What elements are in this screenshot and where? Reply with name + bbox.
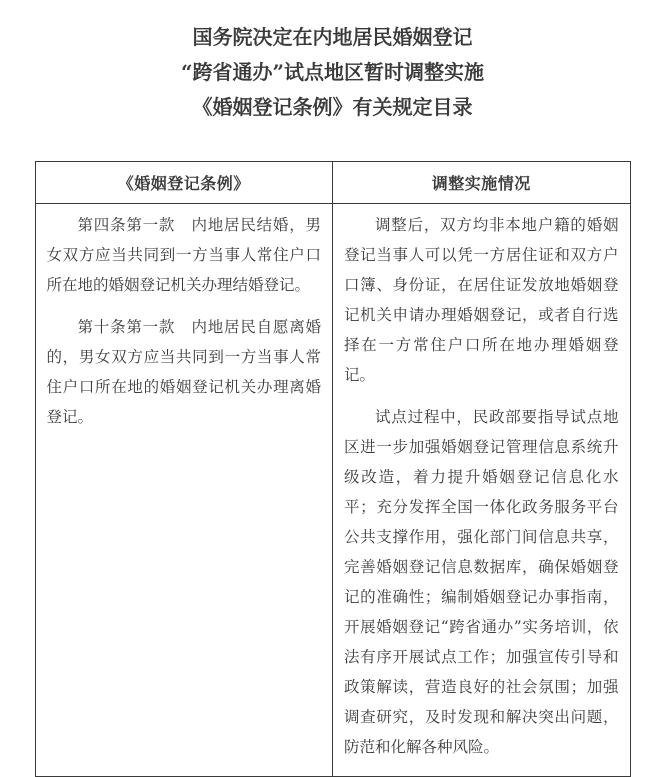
column-header-marriage-regulation: 《婚姻登记条例》 [35,162,333,204]
adjustment-paragraph-1: 调整后，双方均非本地户籍的婚姻登记当事人可以凭一方居住证和双方户口簿、身份证，在居住证发放地婚姻登记机关申请办理婚姻登记，或者自行选择在一方常住户口所在地办理婚姻登记。 [344,216,619,384]
table-row [35,204,630,777]
title-line-1: 国务院决定在内地居民婚姻登记 [192,25,473,49]
regulation-paragraph-article4: 第四条第一款 内地居民结婚，男女双方应当共同到一方当事人常住户口所在地的婚姻登记机关办理结婚登记。 [46,216,321,294]
adjustment-cell [333,204,631,777]
title-line-2: “跨省通办”试点地区暂时调整实施 [180,60,484,84]
regulation-adjustment-table [35,161,631,777]
document-title [0,0,665,125]
adjustment-paragraph-2: 试点过程中，民政部要指导试点地区进一步加强婚姻登记管理信息系统升级改造，着力提升婚姻登记信息化水平；充分发挥全国一体化政务服务平台公共支撑作用，强化部门间信息共享，完善婚姻登记信息数据库，确保婚姻登记的准确性；编制婚姻登记办事指南，开展婚姻登记“跨省通办”实务培训，依法有序开展试点工作；加强宣传引导和政策解读，营造良好的社会氛围；加强调查研究，及时发现和解决突出问题，防范和化解各种风险。 [344,408,619,756]
regulation-cell [35,204,333,777]
table-header-row [35,162,630,204]
regulation-paragraph-article10: 第十条第一款 内地居民自愿离婚的，男女双方应当共同到一方当事人常住户口所在地的婚姻登记机关办理离婚登记。 [46,318,321,426]
title-line-3: 《婚姻登记条例》有关规定目录 [192,95,473,119]
column-header-adjustment-status: 调整实施情况 [333,162,631,204]
